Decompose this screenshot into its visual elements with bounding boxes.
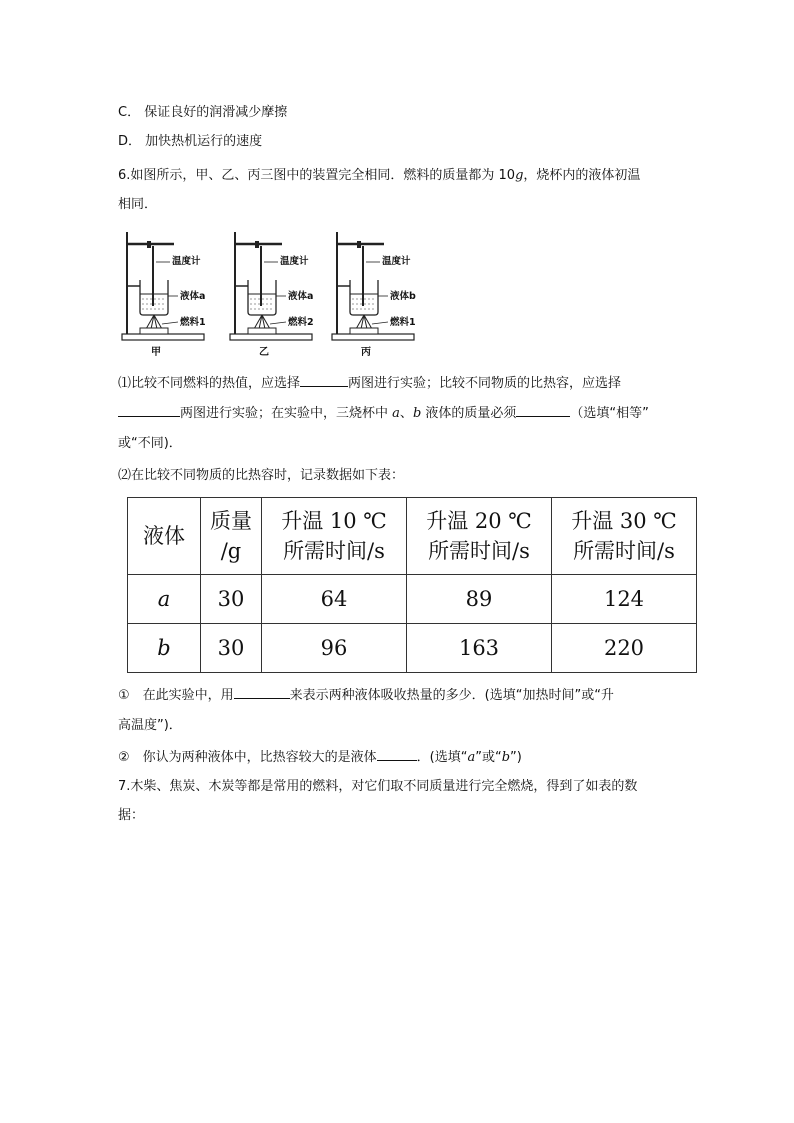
label-fuel: 燃料1 — [390, 317, 416, 328]
data-table — [127, 497, 697, 673]
var-a: a — [467, 750, 476, 765]
p1-text-c: 两图进行实验；在实验中，三烧杯中 — [180, 406, 389, 421]
label-thermometer: 温度计 — [382, 256, 411, 267]
subq-1-line-2: 高温度”)． — [118, 718, 182, 733]
part-2-line: ⑵在比较不同物质的比热容时，记录数据如下表： — [118, 468, 405, 483]
option-d: D． 加快热机运行的速度 — [118, 134, 263, 149]
label-liquid: 液体a — [180, 291, 206, 302]
header-rise-20: 升温 20 ℃ 所需时间/s — [407, 498, 552, 575]
cell-liquid: a — [128, 575, 201, 624]
c1-text-b: 来表示两种液体吸收热量的多少．(选填“加热时间”或“升 — [289, 688, 614, 703]
header-rise-30: 升温 30 ℃ 所需时间/s — [552, 498, 697, 575]
p1-text-b: 两图进行实验；比较不同物质的比热容，应选择 — [348, 376, 622, 391]
header-mass: 质量 /g — [201, 498, 262, 575]
table-row — [128, 575, 697, 624]
var-a: a — [392, 406, 400, 421]
cell-mass: 30 — [201, 624, 262, 673]
cell-time-30: 124 — [552, 575, 697, 624]
cell-time-20: 89 — [407, 575, 552, 624]
apparatus-panel-bing — [332, 232, 416, 358]
q6-text: 6.如图所示，甲、乙、丙三图中的装置完全相同．燃料的质量都为 10 — [118, 168, 516, 183]
answer-blank-2[interactable] — [118, 402, 180, 417]
table-header-row — [128, 498, 697, 575]
answer-blank-1[interactable] — [300, 372, 348, 387]
table-row — [128, 624, 697, 673]
question-7-line-2: 据： — [118, 808, 145, 823]
answer-blank-4[interactable] — [234, 684, 290, 699]
cell-time-10: 64 — [262, 575, 407, 624]
label-liquid: 液体a — [288, 291, 314, 302]
label-thermometer: 温度计 — [172, 256, 201, 267]
cell-time-20: 163 — [407, 624, 552, 673]
option-c: C． 保证良好的润滑减少摩擦 — [118, 105, 288, 120]
c2-text: ② 你认为两种液体中，比热容较大的是液体 — [118, 750, 377, 765]
var-b: b — [501, 750, 511, 765]
p1-text-d: 液体的质量必须 — [425, 406, 517, 421]
subq-1-line-1 — [118, 684, 614, 706]
apparatus-panel-jia — [122, 232, 206, 358]
cell-mass: 30 — [201, 575, 262, 624]
c2-text-b: ．(选填“ — [416, 750, 468, 765]
subq-2-line — [118, 746, 522, 768]
label-liquid: 液体b — [390, 291, 416, 302]
answer-blank-3[interactable] — [516, 402, 570, 417]
caption-jia: 甲 — [151, 347, 161, 358]
q6-text-tail: ，烧杯内的液体初温 — [523, 168, 641, 183]
caption-bing: 丙 — [361, 347, 371, 358]
part-1-line-3: 或“不同)． — [118, 436, 182, 451]
var-b: b — [412, 406, 422, 421]
header-rise-10: 升温 10 ℃ 所需时间/s — [262, 498, 407, 575]
part-1-line-1 — [118, 372, 621, 394]
cell-time-10: 96 — [262, 624, 407, 673]
c2-text-d: ”) — [510, 750, 522, 765]
label-thermometer: 温度计 — [280, 256, 309, 267]
answer-blank-5[interactable] — [377, 746, 417, 761]
apparatus-figure — [118, 228, 430, 362]
question-7-line-1: 7.木柴、焦炭、木炭等都是常用的燃料，对它们取不同质量进行完全燃烧，得到了如表的数 — [118, 779, 638, 794]
label-fuel: 燃料1 — [180, 317, 206, 328]
cell-time-30: 220 — [552, 624, 697, 673]
cell-liquid: b — [128, 624, 201, 673]
c2-text-c: ”或“ — [475, 750, 502, 765]
p1-sep: 、 — [399, 406, 413, 421]
question-6-intro-cont: 相同． — [118, 197, 158, 212]
apparatus-panel-yi — [230, 232, 314, 358]
p1-text: ⑴比较不同燃料的热值，应选择 — [118, 376, 301, 391]
q6-unit: g — [515, 168, 524, 183]
part-1-line-2 — [118, 402, 649, 424]
caption-yi: 乙 — [259, 347, 269, 358]
header-liquid: 液体 — [128, 498, 201, 575]
p1-text-e: （选填“相等” — [570, 406, 649, 421]
question-6-intro — [118, 166, 640, 186]
c1-text: ① 在此实验中，用 — [118, 688, 234, 703]
label-fuel: 燃料2 — [288, 317, 314, 328]
